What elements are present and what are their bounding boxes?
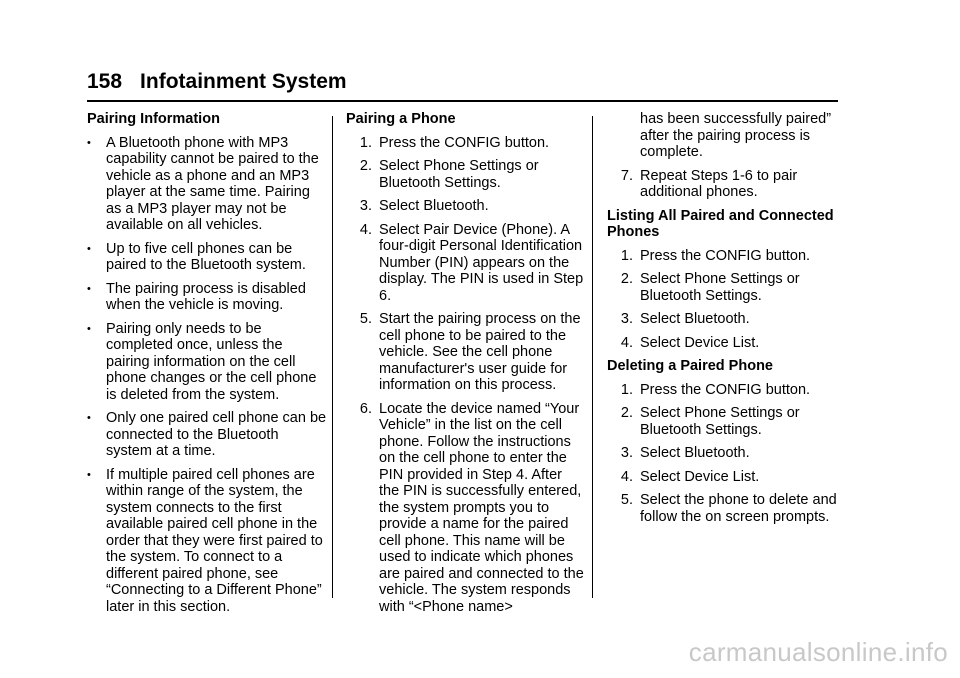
step-number: 1.: [359, 134, 372, 151]
step-continuation: has been successfully paired” after the pairing process is complete.: [640, 111, 832, 160]
watermark: carmanualsonline.info: [688, 637, 948, 667]
step-item: [346, 401, 586, 616]
bullet-text: Up to five cell phones can be paired to the Bluetooth system.: [106, 240, 306, 273]
step-item: [346, 222, 586, 305]
step-number: 5.: [620, 492, 633, 508]
column-divider: [332, 116, 333, 598]
step-item: [607, 311, 842, 328]
bullet-icon: [87, 410, 106, 460]
step-number: 6.: [359, 400, 372, 417]
bullet-text: If multiple paired cell phones are within range of the system, the system connects to the first available paired cell phone in the order that they were first paired to the system. To connect to a different paired phone, see “Connecting to a Different Phone” later in this section.: [106, 466, 323, 615]
step-number: 4.: [620, 468, 633, 485]
section-title: Infotainment System: [140, 70, 347, 93]
column-3: [607, 111, 842, 532]
step-text: Select Bluetooth.: [379, 198, 489, 214]
list-item: [87, 241, 327, 274]
step-item: [346, 311, 586, 394]
header-rule: [87, 100, 838, 102]
bullet-icon: [87, 281, 106, 314]
step-number: 1.: [620, 247, 633, 264]
step-item: [607, 168, 842, 201]
step-text: Select Phone Settings or Bluetooth Settings.: [640, 271, 800, 304]
step-text: Select Bluetooth.: [640, 311, 750, 327]
step-number: 2.: [359, 158, 372, 174]
step-number: 2.: [620, 405, 633, 421]
step-item: [607, 271, 842, 304]
list-item: [87, 410, 327, 460]
pairing-information-heading: Pairing Information: [87, 111, 220, 127]
step-number: 5.: [359, 311, 372, 327]
column-1: [87, 111, 327, 622]
step-item: [607, 335, 842, 352]
step-text: Select Device List.: [640, 334, 760, 351]
step-text: Select Phone Settings or Bluetooth Settings.: [640, 405, 800, 438]
column-divider: [592, 116, 593, 598]
step-item: [607, 382, 842, 399]
step-text: Repeat Steps 1-6 to pair additional phones.: [640, 167, 798, 200]
bullet-text: A Bluetooth phone with MP3 capability cannot be paired to the vehicle as a phone and an MP3 player at the same time. Pairing as a MP3 player may not be available on all vehicles.: [106, 134, 319, 233]
list-item: [87, 135, 327, 234]
step-item: [607, 248, 842, 265]
step-number: 1.: [620, 381, 633, 398]
list-item: [87, 467, 327, 616]
step-text: Select Device List.: [640, 468, 760, 485]
step-text: Select the phone to delete and follow the on screen prompts.: [640, 492, 837, 525]
step-item: [346, 135, 586, 152]
bullet-icon: [87, 241, 106, 274]
step-number: 7.: [620, 167, 633, 184]
step-text: Press the CONFIG button.: [640, 247, 811, 264]
step-item: [346, 158, 586, 191]
listing-paired-phones-heading: Listing All Paired and Connected Phones: [607, 207, 834, 240]
bullet-icon: [87, 467, 106, 616]
step-item: [346, 198, 586, 215]
step-number: 3.: [620, 311, 633, 327]
step-item: [607, 405, 842, 438]
step-text: Select Phone Settings or Bluetooth Settings.: [379, 158, 539, 191]
bullet-icon: [87, 135, 106, 234]
list-item: [87, 321, 327, 404]
step-number: 4.: [359, 221, 372, 238]
page-header: [87, 70, 347, 94]
step-text: Select Bluetooth.: [640, 445, 750, 461]
deleting-paired-phone-heading: Deleting a Paired Phone: [607, 358, 773, 374]
bullet-text: Only one paired cell phone can be connected to the Bluetooth system at a time.: [106, 410, 327, 459]
step-item: [607, 469, 842, 486]
step-number: 4.: [620, 334, 633, 351]
step-text: Press the CONFIG button.: [640, 381, 811, 398]
step-item: [607, 445, 842, 462]
list-item: [87, 281, 327, 314]
step-text: Locate the device named “Your Vehicle” in the list on the cell phone. Follow the instructions on the cell phone to enter the PIN provided in Step 4. After the PIN is successfully entered, the system prompts you to provide a name for the paired cell phone. This name will be used to indicate which phones are paired and connected to the vehicle. The system responds with “<Phone name>: [379, 400, 584, 615]
bullet-text: The pairing process is disabled when the vehicle is moving.: [106, 280, 306, 313]
page-number: 158: [87, 70, 123, 93]
step-number: 2.: [620, 271, 633, 287]
step-text: Press the CONFIG button.: [379, 134, 550, 151]
step-text: Select Pair Device (Phone). A four-digit Personal Identification Number (PIN) appears on the display. The PIN is used in Step 6.: [379, 221, 584, 304]
column-2: [346, 111, 586, 622]
step-number: 3.: [620, 445, 633, 461]
step-text: Start the pairing process on the cell phone to be paired to the vehicle. See the cell phone manufacturer's user guide for information on this process.: [379, 311, 581, 393]
step-item: [607, 492, 842, 525]
step-number: 3.: [359, 198, 372, 214]
bullet-text: Pairing only needs to be completed once, unless the pairing information on the cell phone changes or the cell phone is deleted from the system.: [106, 320, 317, 403]
bullet-icon: [87, 321, 106, 404]
pairing-a-phone-heading: Pairing a Phone: [346, 111, 456, 127]
